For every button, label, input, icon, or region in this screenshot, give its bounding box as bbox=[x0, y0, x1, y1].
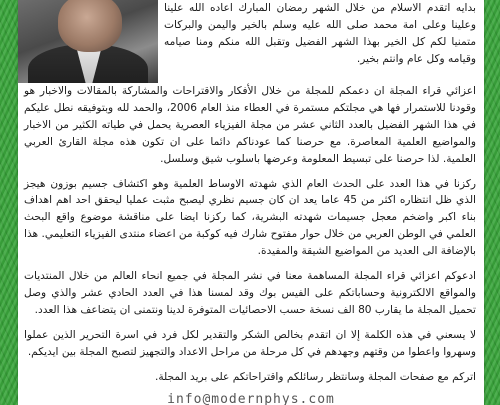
author-photo bbox=[18, 0, 158, 83]
paragraph-5: اتركم مع صفحات المجلة وسانتظر رسائلكم واقتراحاتكم على بريد المجلة. bbox=[154, 370, 476, 383]
paragraph-1: اعزائي قراء المجلة ان دعمكم للمجلة من خلال الأفكار والاقتراحات والمشاركة بالمقالات والاخبار هو وقودنا للاستمرار فها هي مجلتكم مستمرة في العطاء منذ العام 2006، والحمد لله وبتوفيقه نطل عليكم في هذا الشهر الفضيل بالعدد الثاني عشر من مجلة الفيزياء العصرية يحمل في طياته الكثير من الاخبار والمواضيع العلمية المعاصرة. مع حرصنا كما عودناكم دائما على ان تكون هذه مجلة القارئ العربي العلمية. لذا حرصنا على تبسيط المعلومة وعرضها باسلوب شيق وسلسل. bbox=[24, 85, 476, 165]
paragraph-2: ركزنا في هذا العدد على الحدث العام الذي شهدته الاوساط العلمية وهو اكتشاف جسيم بوزون هيجز الذي ظل انتظاره اكثر من 45 عاما يعد ان كان جسيم نظري ليصبح مثبت عمليا ليحقق احد اهم اهداف بناء اكبر واضخم معجل جسيمات شهدته البشرية، كما ركزنا ايضا على مناقشة موضوع واقع البحث العلمي في الوطن العربي من خلال حوار مفتوح شارك فيه كوكبة من اعضاء منتدى الفيزياء التعليمي. هذا بالإضافة الى العديد من المواضيع الشيقة والمفيدة. bbox=[24, 177, 476, 258]
editorial-intro bbox=[164, 0, 476, 68]
paragraph-4: لا يسعني في هذه الكلمة إلا ان اتقدم بخالص الشكر والتقدير لكل فرد في اسرة التحرير الذين عملوا وسهروا واعطوا من وقتهم وجهدهم في كل مرحلة من مراحل الاعداد والتجهيز لتصبح المجلة بين ايديكم. bbox=[24, 328, 476, 358]
editorial-body bbox=[24, 83, 476, 394]
intro-paragraph: بدايه اتقدم الاسلام من خلال الشهر رمضان المبارك اعاده الله علينا وعلينا وعلى امة محمد صلى الله عليه وسلم بالخير واليمن والبركات متمنيا لكم كل الخير بهذا الشهر الفضيل وتقبل الله منكم ومنا صيامه وقيامه وكل عام وانتم بخير. bbox=[164, 2, 476, 65]
author-photo-head bbox=[58, 0, 122, 52]
paragraph-3: ادعوكم اعزائي قراء المجلة المساهمة معنا في نشر المجلة في جميع انحاء العالم من خلال المنتديات والمواقع الالكترونية وحساباتكم على الفيس بوك وقد لمسنا هذا في العدد الحادي عشر والذي وصل تحميل المجلة ما يقارب 80 الف نسخة حسب الاحصائيات المتوفرة لدينا ونتمنى ان يتضاعف هذا العدد. bbox=[24, 270, 476, 316]
magazine-page bbox=[18, 0, 484, 405]
magazine-email[interactable]: info@modernphys.com bbox=[167, 392, 335, 405]
